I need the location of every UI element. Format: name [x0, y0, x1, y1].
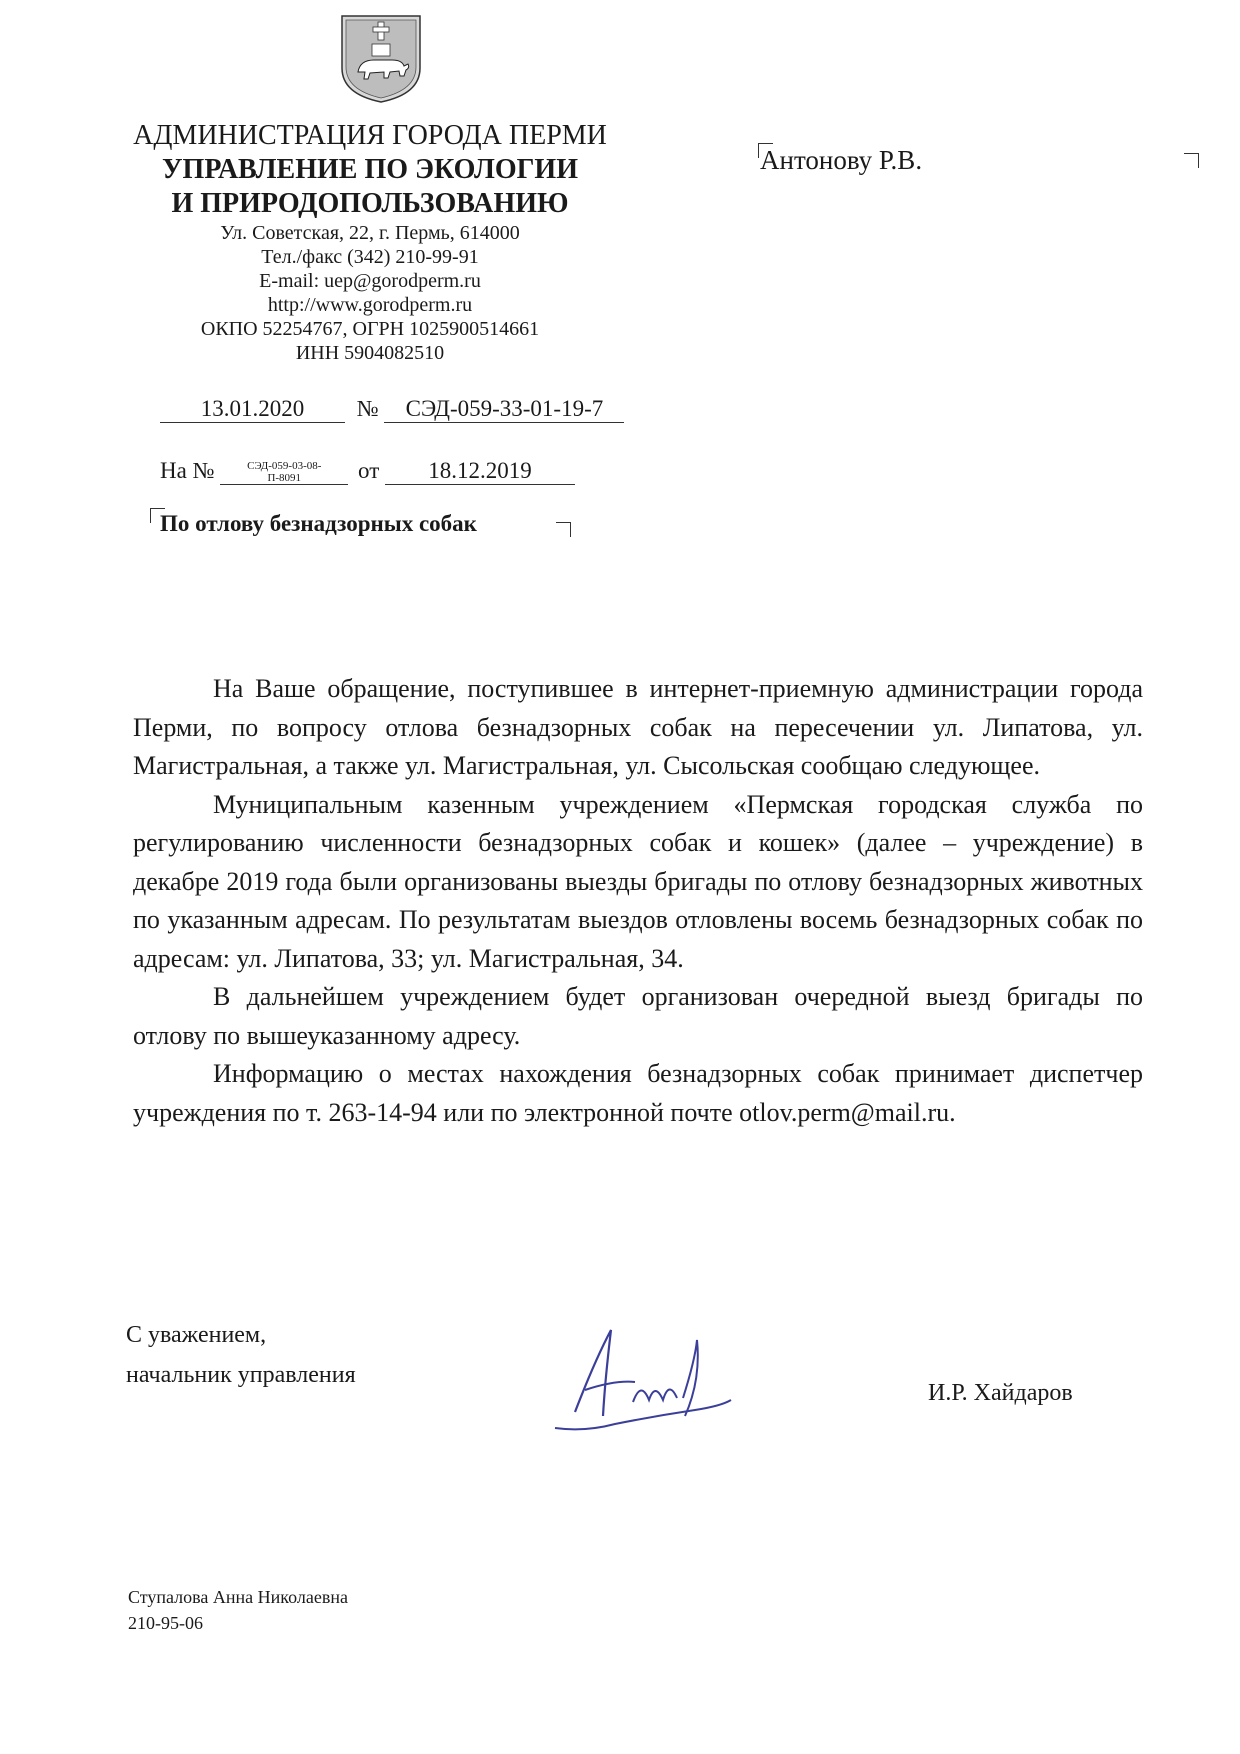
registration-number-prefix: №	[356, 396, 379, 421]
reply-prefix: На №	[160, 458, 215, 483]
closing-position: начальник управления	[126, 1362, 356, 1388]
subject: По отлову безнадзорных собак	[160, 511, 477, 536]
org-inn: ИНН 5904082510	[295, 342, 445, 364]
handwritten-signature	[545, 1320, 735, 1440]
reply-number	[220, 460, 348, 485]
reply-date: 18.12.2019	[385, 458, 575, 485]
org-name-administration: АДМИНИСТРАЦИЯ ГОРОДА ПЕРМИ	[133, 120, 607, 151]
addressee: Антонову Р.В.	[760, 145, 923, 175]
coat-of-arms-icon	[338, 6, 424, 104]
reply-number-line2: П-8091	[267, 472, 302, 485]
registration-number: СЭД-059-33-01-19-7	[384, 396, 624, 423]
reply-from-label: от	[358, 458, 380, 483]
signer-name: И.Р. Хайдаров	[928, 1380, 1073, 1406]
letter-body	[133, 670, 1143, 1132]
reply-number-line1: СЭД-059-03-08-	[247, 460, 322, 473]
subject-corner-mark-right	[556, 522, 571, 537]
closing-block	[126, 1315, 356, 1395]
body-paragraph-2: Муниципальным казенным учреждением «Пермская городская служба по регулированию численности безнадзорных собак и кошек» (далее – учреждение) в декабре 2019 года были организованы выезды бригады по отлову безнадзорных животных по указанным адресам. По результатам выездов отловлены восемь безнадзорных собак по адресам: ул. Липатова, 33; ул. Магистральная, 34.	[133, 789, 1143, 973]
body-paragraph-4: Информацию о местах нахождения безнадзорных собак принимает диспетчер учреждения по т. 263-14-94 или по электронной почте otlov.perm@mail.ru.	[133, 1059, 1143, 1127]
org-name-department: УПРАВЛЕНИЕ ПО ЭКОЛОГИИ	[161, 154, 578, 185]
org-email: E-mail: uep@gorodperm.ru	[259, 270, 481, 292]
registration-date: 13.01.2020	[160, 396, 345, 423]
registration-line	[160, 396, 624, 423]
executor-phone: 210-95-06	[128, 1613, 203, 1633]
org-phone: Тел./факс (342) 210-99-91	[261, 246, 479, 268]
body-paragraph-1: На Ваше обращение, поступившее в интернет-приемную администрации города Перми, по вопросу отлова безнадзорных собак на пересечении ул. Липатова, ул. Магистральная, а также ул. Магистральная, ул. Сысольская сообщаю следующее.	[133, 674, 1143, 780]
executor-block	[128, 1584, 348, 1636]
executor-name: Ступалова Анна Николаевна	[128, 1587, 348, 1607]
body-paragraph-3: В дальнейшем учреждением будет организован очередной выезд бригады по отлову по вышеуказанному адресу.	[133, 982, 1143, 1050]
reply-reference-line	[160, 458, 575, 485]
org-address: Ул. Советская, 22, г. Пермь, 614000	[220, 222, 520, 244]
org-name-department-cont: И ПРИРОДОПОЛЬЗОВАНИЮ	[171, 188, 569, 219]
org-website: http://www.gorodperm.ru	[267, 294, 473, 316]
addressee-corner-mark-right	[1184, 153, 1199, 168]
closing-greeting: С уважением,	[126, 1322, 267, 1348]
org-codes: ОКПО 52254767, ОГРН 1025900514661	[200, 318, 540, 340]
